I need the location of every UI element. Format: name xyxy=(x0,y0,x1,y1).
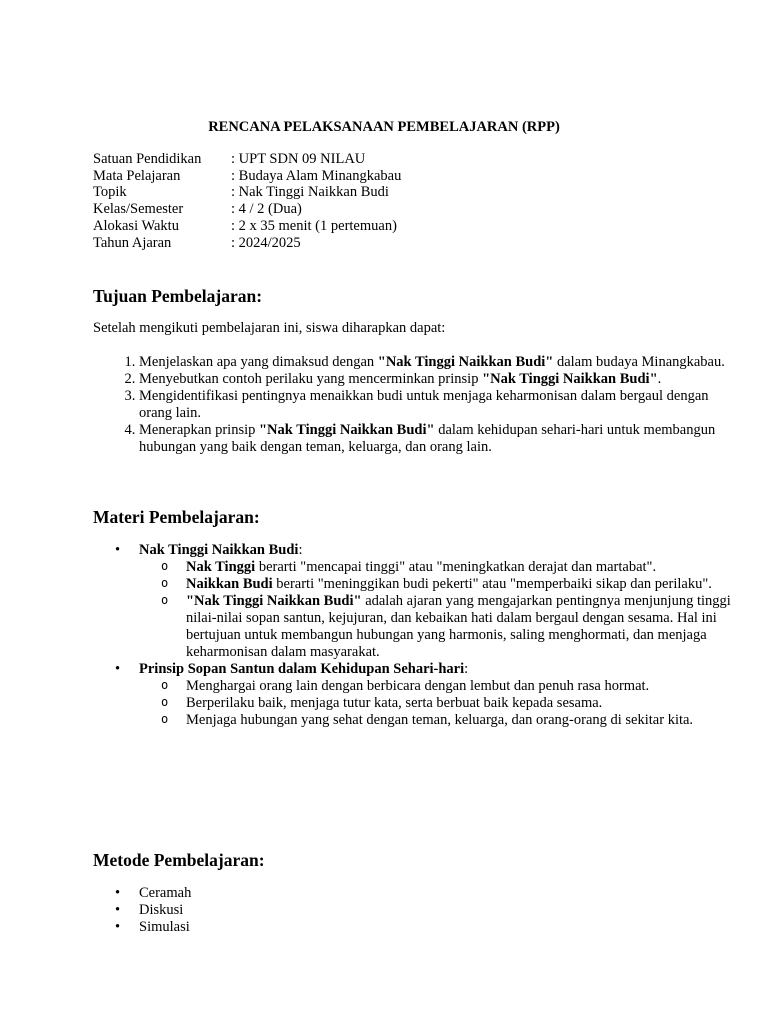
metode-item: • Diskusi xyxy=(139,902,739,919)
info-label: Satuan Pendidikan xyxy=(93,151,202,167)
tujuan-item: 3. Mengidentifikasi pentingnya menaikkan budi untuk menjaga keharmonisan dalam bergaul dengan orang lain. xyxy=(139,388,739,422)
materi-topic-title: Nak Tinggi Naikkan Budi xyxy=(139,542,299,558)
info-row xyxy=(93,184,401,201)
metode-heading: Metode Pembelajaran: xyxy=(93,850,265,870)
tujuan-item: 1. Menjelaskan apa yang dimaksud dengan "Nak Tinggi Naikkan Budi" dalam budaya Minangkabau. xyxy=(139,354,739,371)
materi-topic-title: Prinsip Sopan Santun dalam Kehidupan Sehari-hari xyxy=(139,661,465,677)
tujuan-heading: Tujuan Pembelajaran: xyxy=(93,286,263,306)
materi-sublist xyxy=(139,678,739,729)
materi-point: o Nak Tinggi berarti "mencapai tinggi" atau "meningkatkan derajat dan martabat". xyxy=(186,559,739,576)
info-value: : 2024/2025 xyxy=(231,234,301,251)
tujuan-item: 4. Menerapkan prinsip "Nak Tinggi Naikkan Budi" dalam kehidupan sehari-hari untuk membangun hubungan yang baik dengan teman, keluarga, dan orang lain. xyxy=(139,422,739,456)
tujuan-intro: Setelah mengikuti pembelajaran ini, siswa diharapkan dapat: xyxy=(93,320,446,336)
materi-list xyxy=(93,542,739,729)
materi-point: o Menghargai orang lain dengan berbicara dengan lembut dan penuh rasa hormat. xyxy=(186,678,739,695)
tujuan-list xyxy=(93,354,739,456)
info-value: : UPT SDN 09 NILAU xyxy=(231,151,366,167)
materi-point: o Naikkan Budi berarti "meninggikan budi pekerti" atau "memperbaiki sikap dan perilaku". xyxy=(186,576,739,593)
materi-point: o Menjaga hubungan yang sehat dengan teman, keluarga, dan orang-orang di sekitar kita. xyxy=(186,712,739,729)
materi-point: o Berperilaku baik, menjaga tutur kata, serta berbuat baik kepada sesama. xyxy=(186,695,739,712)
info-row xyxy=(93,168,401,185)
metode-list xyxy=(93,885,739,936)
metode-item: • Simulasi xyxy=(139,919,739,936)
info-label: Mata Pelajaran xyxy=(93,167,181,184)
info-row xyxy=(93,235,401,252)
info-value: : 4 / 2 (Dua) xyxy=(231,201,302,218)
info-table xyxy=(93,151,401,251)
materi-point: o "Nak Tinggi Naikkan Budi" adalah ajaran yang mengajarkan pentingnya menjunjung tinggi nilai-nilai sopan santun, kejujuran, dan kebaikan hati dalam bergaul dengan sesama. Hal ini bertujuan untuk membangun hubungan yang harmonis, saling menghormati, dan menjaga keharmonisan dalam masyarakat. xyxy=(186,593,739,661)
materi-topic: • Prinsip Sopan Santun dalam Kehidupan Sehari-hari: o Menghargai orang lain dengan berbicara dengan lembut dan penuh rasa hormat. o Berperilaku baik, menjaga tutur kata, serta berbuat baik kepada sesama. o Menjaga hubungan yang sehat dengan teman, keluarga, dan orang-orang di sekitar kita. xyxy=(139,661,739,729)
info-label: Alokasi Waktu xyxy=(93,217,179,234)
materi-heading: Materi Pembelajaran: xyxy=(93,507,260,527)
tujuan-item: 2. Menyebutkan contoh perilaku yang mencerminkan prinsip "Nak Tinggi Naikkan Budi". xyxy=(139,371,739,388)
info-row xyxy=(93,201,401,218)
info-label: Topik xyxy=(93,184,127,201)
info-row xyxy=(93,151,401,168)
info-value: : Nak Tinggi Naikkan Budi xyxy=(231,184,389,201)
info-row xyxy=(93,218,401,235)
document-title: RENCANA PELAKSANAAN PEMBELAJARAN (RPP) xyxy=(208,119,560,135)
info-value: : Budaya Alam Minangkabau xyxy=(231,167,402,184)
materi-sublist xyxy=(139,559,739,661)
info-label: Kelas/Semester xyxy=(93,201,184,218)
info-label: Tahun Ajaran xyxy=(93,234,172,251)
materi-topic: • Nak Tinggi Naikkan Budi: o Nak Tinggi berarti "mencapai tinggi" atau "meningkatkan derajat dan martabat". o Naikkan Budi berarti "meninggikan budi pekerti" atau "memperbaiki sikap dan perilaku". o "Nak Tinggi Naikkan Budi" adalah ajaran yang mengajarkan pentingnya menjunjung tinggi nilai-nilai sopan santun, kejujuran, dan kebaikan hati dalam bergaul dengan sesama. Hal ini bertujuan untuk membangun hubungan yang harmonis, saling menghormati, dan menjaga keharmonisan dalam masyarakat. xyxy=(139,542,739,661)
metode-item: • Ceramah xyxy=(139,885,739,902)
info-value: : 2 x 35 menit (1 pertemuan) xyxy=(231,217,397,234)
